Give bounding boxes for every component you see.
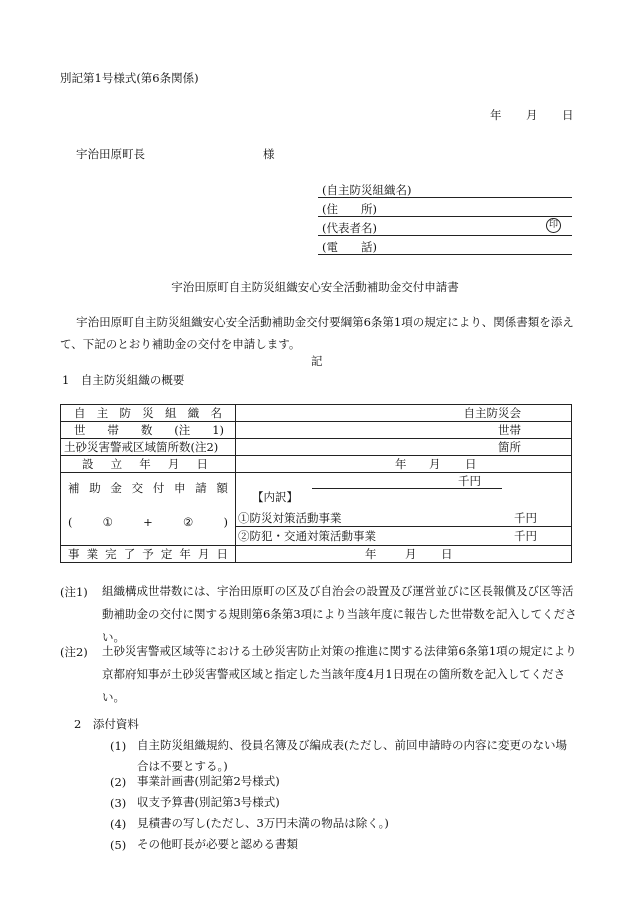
applicant-rep-name: (代表者名) <box>322 221 377 235</box>
subsidy-total-unit: 千円 <box>458 474 481 488</box>
body-text: 宇治田原町自主防災組織安心安全活動補助金交付要綱第6条第1項の規定により、関係書類を添えて、下記のとおり補助金の交付を申請します。 <box>60 315 574 351</box>
item1-label: ①防災対策活動事業 <box>238 511 342 525</box>
org-name-label-cell <box>61 405 236 422</box>
completion-value-cell <box>236 546 572 563</box>
list-item-number: (1) <box>110 739 127 753</box>
subsidy-label: 補 助 金 交 付 申 請 額 <box>68 481 228 495</box>
list-item-number: (4) <box>110 817 127 831</box>
households-label-cell <box>61 422 236 439</box>
divider <box>318 216 572 217</box>
hazard-label: 土砂災害警戒区域箇所数(注2) <box>64 440 219 454</box>
divider <box>236 526 571 527</box>
list-item: 収支予算書(別記第3号様式) <box>137 795 280 809</box>
hazard-label-cell <box>61 439 236 456</box>
hazard-value-cell <box>236 439 572 456</box>
list-item: 事業計画書(別記第2号様式) <box>137 774 280 788</box>
addressee-name: 宇治田原町長 <box>76 147 145 161</box>
date-month: 月 <box>526 108 538 122</box>
divider <box>318 197 572 198</box>
note2-number: (注2) <box>60 645 88 659</box>
note1-text: 組織構成世帯数には、宇治田原町の区及び自治会の設置及び運営並びに区長報償及び区等活動補助金の交付に関する規則第6条第3項により当該年度に報告した世帯数を記入してください。 <box>102 584 577 644</box>
applicant-address: (住 所) <box>322 202 377 216</box>
subsidy-formula: ( ① + ② ) <box>68 515 228 529</box>
divider <box>318 235 572 236</box>
date-year: 年 <box>490 108 502 122</box>
table-row <box>61 456 572 473</box>
list-item: 自主防災組織規約、役員名簿及び編成表(ただし、前回申請時の内容に変更のない場合は不要とする。) <box>137 738 567 773</box>
table-row <box>61 473 572 546</box>
list-item-number: (2) <box>110 775 127 789</box>
list-item-number: (5) <box>110 838 127 852</box>
table-row <box>61 439 572 456</box>
table-row <box>61 546 572 563</box>
note2-text: 土砂災害警戒区域等における土砂災害防止対策の推進に関する法律第6条第1項の規定により京都府知事が土砂災害警戒区域と指定した当該年度4月1日現在の箇所数を記入してください。 <box>102 644 577 704</box>
subsidy-value-cell <box>236 473 572 546</box>
comp-month: 月 <box>405 547 417 561</box>
item1-unit: 千円 <box>514 511 537 525</box>
org-name-unit: 自主防災会 <box>463 406 521 420</box>
date-day: 日 <box>562 108 574 122</box>
ki-label: 記 <box>311 354 323 368</box>
org-name-value-cell <box>236 405 572 422</box>
list-item: 見積書の写し(ただし、3万円未満の物品は除く。) <box>137 816 389 830</box>
overview-table <box>60 404 572 563</box>
comp-day: 日 <box>441 547 453 561</box>
org-name-label: 自 主 防 災 組 織 名 <box>74 406 222 420</box>
applicant-phone: (電 話) <box>322 240 377 254</box>
households-unit: 世帯 <box>498 423 521 437</box>
form-number: 別記第1号様式(第6条関係) <box>60 71 199 85</box>
subsidy-label-cell <box>61 473 236 546</box>
households-value-cell <box>236 422 572 439</box>
est-day: 日 <box>465 457 477 471</box>
applicant-org-name: (自主防災組織名) <box>322 183 412 197</box>
item2-unit: 千円 <box>514 529 537 543</box>
note1-number: (注1) <box>60 585 88 599</box>
addressee-honorific: 様 <box>263 147 275 161</box>
item2-label: ②防犯・交通対策活動事業 <box>238 529 376 543</box>
completion-label: 事 業 完 了 予 定 年 月 日 <box>68 547 228 561</box>
list-item-number: (3) <box>110 796 127 810</box>
list-item: その他町長が必要と認める書類 <box>137 837 298 851</box>
hazard-unit: 箇所 <box>498 440 521 454</box>
amount-underline <box>312 488 502 489</box>
comp-year: 年 <box>365 547 377 561</box>
completion-label-cell <box>61 546 236 563</box>
est-year: 年 <box>395 457 407 471</box>
households-label: 世 帯 数 (注 1) <box>74 423 224 437</box>
established-label-cell <box>61 456 236 473</box>
section2-heading: 2 添付資料 <box>74 717 139 731</box>
table-row <box>61 422 572 439</box>
divider <box>318 254 572 255</box>
established-label: 設 立 年 月 日 <box>82 457 208 471</box>
document-title: 宇治田原町自主防災組織安心安全活動補助金交付申請書 <box>171 280 459 294</box>
table-row <box>61 405 572 422</box>
section1-heading: 1 自主防災組織の概要 <box>62 373 185 387</box>
established-value-cell <box>236 456 572 473</box>
breakdown-label: 【内訳】 <box>252 490 298 504</box>
est-month: 月 <box>429 457 441 471</box>
seal-icon: 印 <box>546 218 561 233</box>
